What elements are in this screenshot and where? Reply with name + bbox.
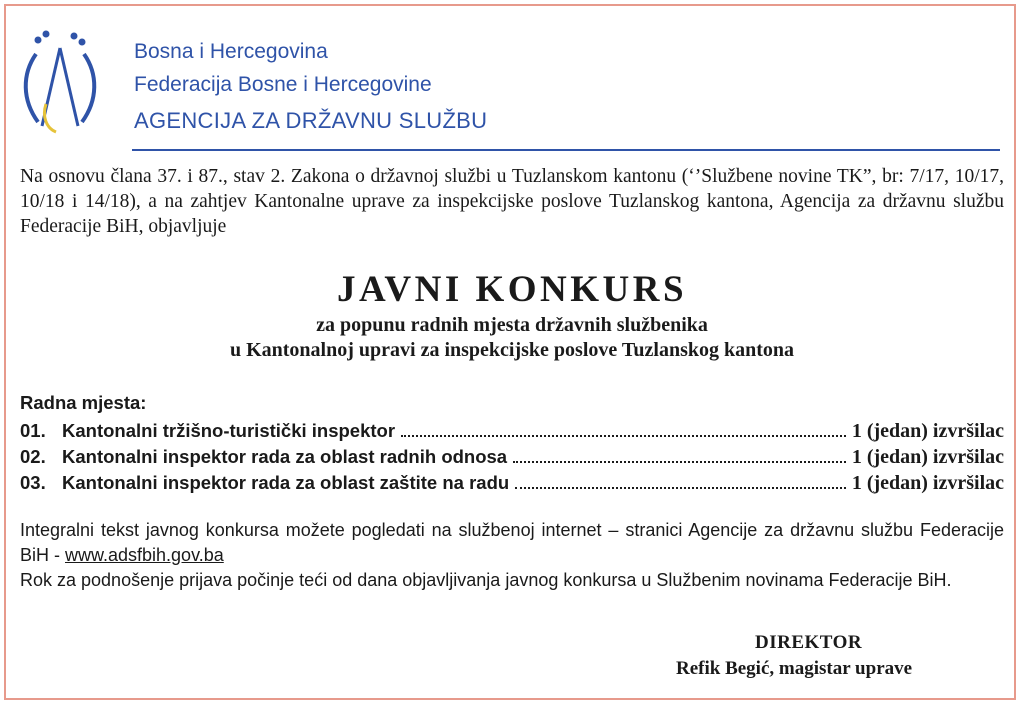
position-row [20,446,1004,470]
dot-leader [513,449,846,463]
subtitle-line-1: za popunu radnih mjesta državnih službenika [316,314,708,336]
dot-leader [515,475,846,489]
position-number: 02. [20,446,46,467]
position-count: 1 (jedan) izvršilac [851,472,1004,494]
dot-leader [401,423,846,437]
position-number: 01. [20,420,46,441]
agency-logo-icon [16,28,112,136]
document-title: JAVNI KONKURS [336,269,688,310]
position-name: Kantonalni inspektor rada za oblast zaštite na radu [62,472,510,493]
positions-label: Radna mjesta: [20,392,147,413]
full-text-note [20,518,1004,568]
country-name: Bosna i Hercegovina [134,40,328,63]
agency-name: AGENCIJA ZA DRŽAVNU SLUŽBU [134,108,488,133]
signature-title: DIREKTOR [755,632,863,653]
intro-paragraph: Na osnovu člana 37. i 87., stav 2. Zakona o državnoj službi u Tuzlanskom kantonu (‘’Službene novine TK”, br: 7/17, 10/17, 10/18 i 14/18), a na zahtjev Kantonalne uprave za inspekcijske poslove Tuzlanskog kantona, Agencija za državnu službu Federacije BiH, objavljuje [20,166,1004,237]
position-count: 1 (jedan) izvršilac [851,420,1004,442]
position-number: 03. [20,472,46,493]
subtitle-line-2: u Kantonalnoj upravi za inspekcijske poslove Tuzlanskog kantona [229,339,795,361]
position-count: 1 (jedan) izvršilac [851,446,1004,468]
position-row [20,472,1004,496]
position-row [20,420,1004,444]
federation-name: Federacija Bosne i Hercegovine [134,73,432,96]
full-text-note-text: Integralni tekst javnog konkursa možete pogledati na službenoj internet – stranici Agencije za državnu službu Federacije BiH - [20,520,1004,565]
deadline-note: Rok za podnošenje prijava počinje teći od dana objavljivanja javnog konkursa u Službenim novinama Federacije BiH. [20,570,952,590]
agency-website-link[interactable]: www.adsfbih.gov.ba [65,545,224,565]
header-divider [132,149,1000,151]
signature-name: Refik Begić, magistar uprave [676,658,913,679]
position-name: Kantonalni tržišno-turistički inspektor [62,420,396,441]
position-name: Kantonalni inspektor rada za oblast radnih odnosa [62,446,508,467]
